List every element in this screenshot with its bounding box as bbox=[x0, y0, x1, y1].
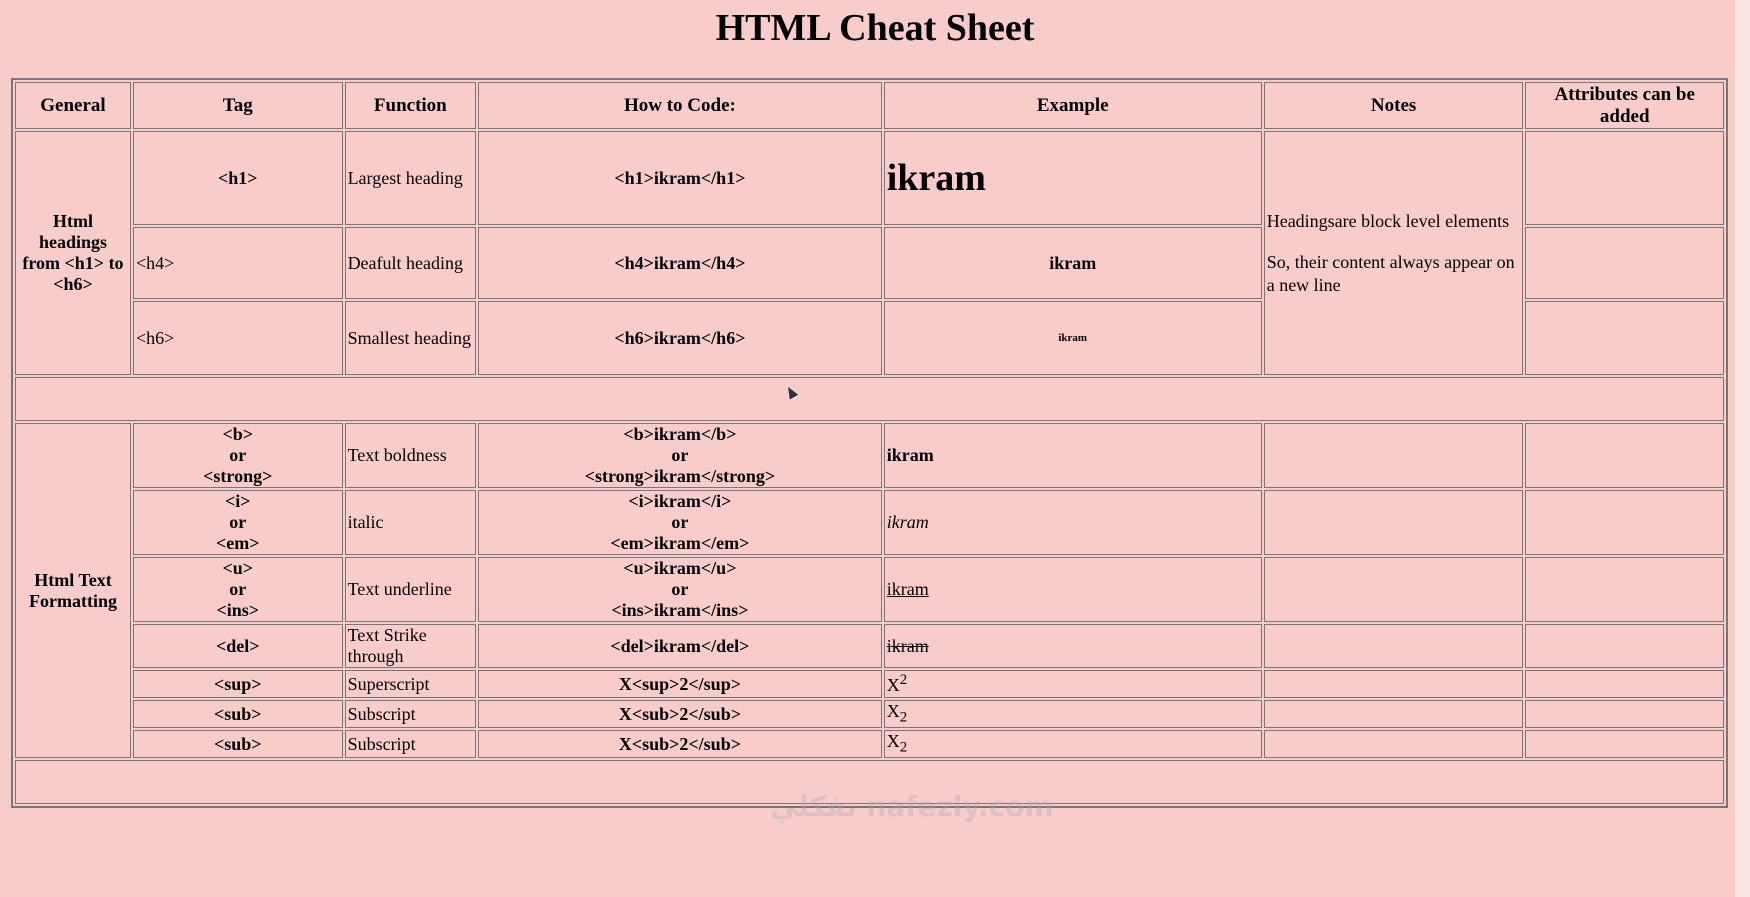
header-notes: Notes bbox=[1264, 82, 1524, 129]
code-cell bbox=[478, 423, 882, 488]
general-cell-headings: Html headings from <h1> to <h6> bbox=[15, 131, 131, 375]
attributes-cell bbox=[1525, 700, 1724, 728]
attributes-cell bbox=[1525, 557, 1724, 622]
notes-cell bbox=[1264, 557, 1524, 622]
function-cell: Subscript bbox=[345, 700, 477, 728]
example-cell-sup bbox=[884, 670, 1262, 698]
header-attributes: Attributes can be added bbox=[1525, 82, 1724, 129]
watermark-logo: تفكلي nafezly.com bbox=[770, 790, 1054, 823]
table-row bbox=[15, 131, 1724, 225]
function-cell: Text Strike through bbox=[345, 624, 477, 668]
function-cell: Text boldness bbox=[345, 423, 477, 488]
attributes-cell bbox=[1525, 227, 1724, 299]
cheat-sheet-table bbox=[11, 78, 1728, 808]
tag-line: <em> bbox=[216, 533, 260, 553]
code-line: or bbox=[671, 445, 689, 465]
notes-cell bbox=[1264, 490, 1524, 555]
tag-cell bbox=[133, 557, 343, 622]
function-cell: Subscript bbox=[345, 730, 477, 758]
code-cell: X<sup>2</sup> bbox=[478, 670, 882, 698]
tag-cell: <del> bbox=[133, 624, 343, 668]
example-base: X bbox=[886, 701, 900, 722]
notes-cell bbox=[1264, 624, 1524, 668]
notes-cell bbox=[1264, 700, 1524, 728]
example-subscript: 2 bbox=[899, 739, 908, 756]
function-cell: Text underline bbox=[345, 557, 477, 622]
table-row bbox=[15, 423, 1724, 488]
page-title: HTML Cheat Sheet bbox=[715, 7, 1035, 49]
tag-cell: <h6> bbox=[133, 301, 343, 375]
example-cell-h1: ikram bbox=[884, 131, 1262, 225]
code-line: <strong>ikram</strong> bbox=[584, 466, 776, 486]
spacer-row bbox=[15, 760, 1724, 804]
example-cell-sub bbox=[884, 700, 1262, 728]
attributes-cell bbox=[1525, 131, 1724, 225]
code-line: <em>ikram</em> bbox=[610, 533, 750, 553]
table-row bbox=[15, 557, 1724, 622]
notes-cell bbox=[1264, 670, 1524, 698]
code-line: or bbox=[671, 579, 689, 599]
function-cell: Largest heading bbox=[345, 131, 477, 225]
table-row bbox=[15, 490, 1724, 555]
code-cell: <del>ikram</del> bbox=[478, 624, 882, 668]
attributes-cell bbox=[1525, 670, 1724, 698]
header-general: General bbox=[15, 82, 131, 129]
example-base: X bbox=[886, 675, 900, 695]
header-function: Function bbox=[345, 82, 477, 129]
example-cell-strike: ikram bbox=[884, 624, 1262, 668]
attributes-cell bbox=[1525, 301, 1724, 375]
example-cell-h6: ikram bbox=[884, 301, 1262, 375]
code-line: <b>ikram</b> bbox=[623, 424, 737, 444]
tag-cell bbox=[133, 423, 343, 488]
code-cell: X<sub>2</sub> bbox=[478, 700, 882, 728]
code-cell: X<sub>2</sub> bbox=[478, 730, 882, 758]
table-row bbox=[15, 700, 1724, 728]
notes-cell bbox=[1264, 730, 1524, 758]
code-line: <u>ikram</u> bbox=[623, 558, 737, 578]
code-line: <ins>ikram</ins> bbox=[611, 600, 749, 620]
example-cell-bold: ikram bbox=[884, 423, 1262, 488]
tag-cell bbox=[133, 490, 343, 555]
code-cell: <h6>ikram</h6> bbox=[478, 301, 882, 375]
code-cell: <h4>ikram</h4> bbox=[478, 227, 882, 299]
code-cell bbox=[478, 490, 882, 555]
general-cell-formatting: Html Text Formatting bbox=[15, 423, 131, 758]
header-tag: Tag bbox=[133, 82, 343, 129]
notes-cell-headings bbox=[1264, 131, 1524, 375]
scrollbar-gutter[interactable] bbox=[1735, 0, 1750, 897]
example-superscript: 2 bbox=[899, 672, 908, 688]
code-line: or bbox=[671, 512, 689, 532]
spacer-cell bbox=[15, 760, 1724, 804]
tag-cell: <sup> bbox=[133, 670, 343, 698]
code-line: <i>ikram</i> bbox=[628, 491, 732, 511]
example-cell-sub bbox=[884, 730, 1262, 758]
function-cell: italic bbox=[345, 490, 477, 555]
attributes-cell bbox=[1525, 423, 1724, 488]
example-cell-underline: ikram bbox=[884, 557, 1262, 622]
table-row bbox=[15, 624, 1724, 668]
header-example: Example bbox=[884, 82, 1262, 129]
tag-cell: <h1> bbox=[133, 131, 343, 225]
header-row bbox=[15, 82, 1724, 129]
function-cell: Smallest heading bbox=[345, 301, 477, 375]
spacer-cell bbox=[15, 377, 1724, 421]
tag-line: <b> bbox=[222, 424, 254, 444]
table-row bbox=[15, 670, 1724, 698]
notes-line: Headingsare block level elements bbox=[1266, 210, 1510, 231]
code-cell: <h1>ikram</h1> bbox=[478, 131, 882, 225]
attributes-cell bbox=[1525, 730, 1724, 758]
spacer-row bbox=[15, 377, 1724, 421]
code-cell bbox=[478, 557, 882, 622]
header-how-to-code: How to Code: bbox=[478, 82, 882, 129]
tag-line: or bbox=[229, 512, 247, 532]
tag-cell: <sub> bbox=[133, 730, 343, 758]
tag-line: or bbox=[229, 445, 247, 465]
notes-line: So, their content always appear on a new line bbox=[1266, 251, 1515, 295]
tag-cell: <h4> bbox=[133, 227, 343, 299]
tag-line: <u> bbox=[222, 558, 254, 578]
example-base: X bbox=[886, 731, 900, 752]
example-subscript: 2 bbox=[899, 709, 908, 726]
tag-line: <i> bbox=[225, 491, 251, 511]
attributes-cell bbox=[1525, 624, 1724, 668]
tag-cell: <sub> bbox=[133, 700, 343, 728]
function-cell: Superscript bbox=[345, 670, 477, 698]
tag-line: <ins> bbox=[216, 600, 260, 620]
example-cell-italic: ikram bbox=[884, 490, 1262, 555]
example-cell-h4: ikram bbox=[884, 227, 1262, 299]
tag-line: <strong> bbox=[203, 466, 273, 486]
notes-cell bbox=[1264, 423, 1524, 488]
table-row bbox=[15, 730, 1724, 758]
tag-line: or bbox=[229, 579, 247, 599]
attributes-cell bbox=[1525, 490, 1724, 555]
function-cell: Deafult heading bbox=[345, 227, 477, 299]
